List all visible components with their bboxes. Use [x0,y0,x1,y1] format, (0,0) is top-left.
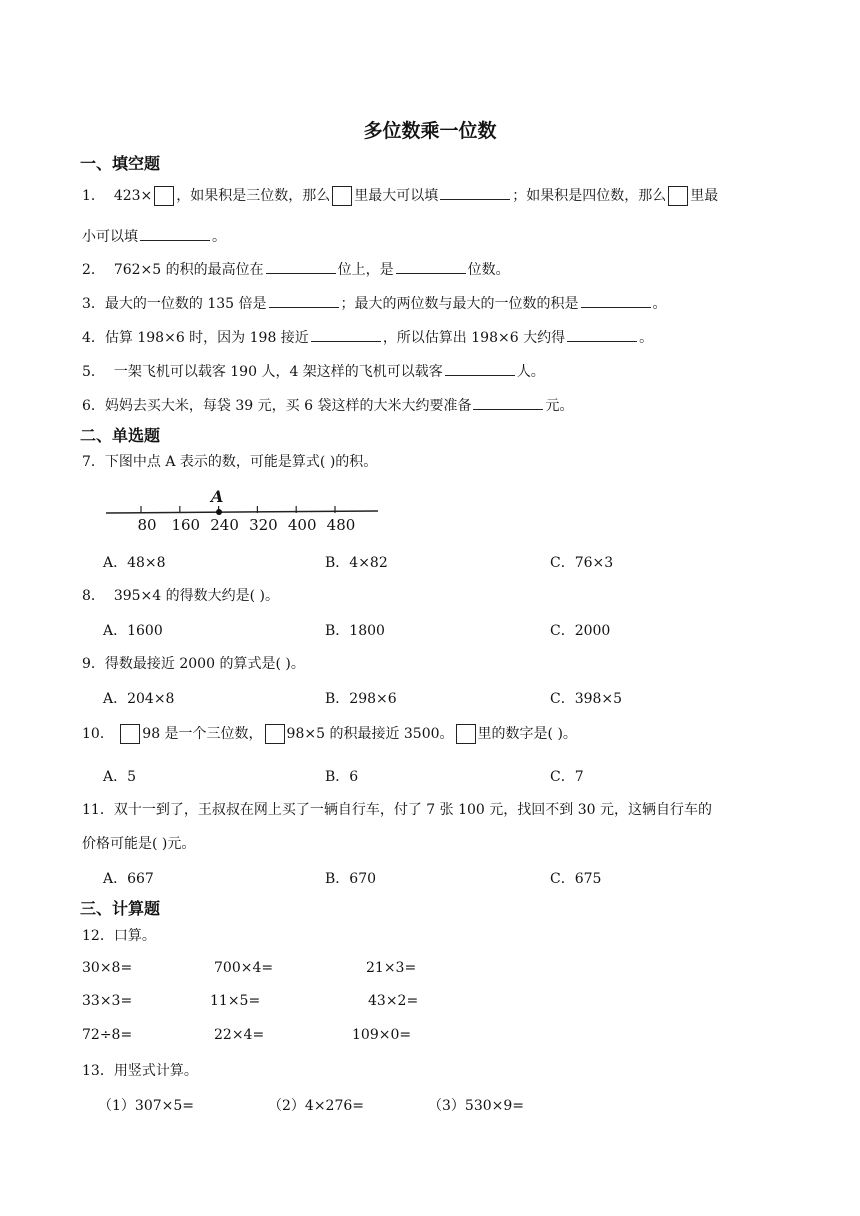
q11-option-c[interactable]: C．675 [550,871,602,887]
answer-box[interactable] [456,724,476,744]
question-1-line-2 [82,226,226,247]
question-1-line-1 [82,185,718,206]
answer-blank[interactable] [445,361,515,376]
answer-blank[interactable] [140,226,210,241]
q7-option-c[interactable]: C．76×3 [550,555,614,571]
q10-option-a[interactable]: A．5 [103,769,137,785]
q9-option-a[interactable]: A．204×8 [103,691,175,707]
q8-option-c[interactable]: C．2000 [550,623,611,639]
question-12 [82,926,156,946]
question-text: ；最大的两位数与最大的一位数的积是 [340,296,579,312]
question-number: 7． [82,454,105,470]
answer-blank[interactable] [581,293,651,308]
question-2 [82,259,510,280]
question-text: ，如果积是三位数，那么 [176,188,331,204]
section-heading-multiple-choice: 二、单选题 [80,426,161,445]
question-13 [82,1061,198,1081]
question-text: 。 [212,229,226,245]
number-line-tick-label: 320 [249,516,278,534]
q9-option-c[interactable]: C．398×5 [550,691,623,707]
question-number: 6． [82,398,105,414]
section-heading-calculation: 三、计算题 [80,899,161,918]
question-number: 4． [82,330,105,346]
oral-calc-item: 33×3= [82,993,133,1009]
answer-blank[interactable] [473,395,543,410]
question-text: 用竖式计算。 [113,1063,198,1079]
vertical-calc-item: （2）4×276= [268,1098,364,1114]
question-text: 。 [652,296,667,312]
answer-box[interactable] [332,186,352,206]
number-line-axis [106,511,378,513]
number-line-figure [100,486,390,536]
question-text: 口算。 [113,928,156,944]
question-text: 里最大可以填 [354,188,439,204]
question-text: 最大的一位数的 135 倍是 [104,296,267,312]
answer-blank[interactable] [396,259,466,274]
question-text: 一架飞机可以载客 190 人，4 架这样的飞机可以载客 [113,364,443,380]
question-text: ，所以估算出 198×6 大约得 [382,330,566,346]
question-number: 1． [82,188,105,204]
question-number: 3． [82,296,105,312]
question-text: 762×5 的积的最高位在 [113,262,264,278]
question-4 [82,327,653,348]
answer-box[interactable] [668,186,688,206]
question-number: 10． [82,726,114,742]
q9-option-b[interactable]: B．298×6 [325,691,397,707]
question-number: 8． [82,588,105,604]
answer-blank[interactable] [311,327,381,342]
question-text: 小可以填 [82,229,138,245]
question-number: 12． [82,928,114,944]
question-10 [82,724,577,744]
question-text: 双十一到了，王叔叔在网上买了一辆自行车，付了 7 张 100 元，找回不到 30 元，这辆自行车的 [113,802,712,818]
question-text: 423× [113,188,153,204]
q10-option-c[interactable]: C．7 [550,769,584,785]
question-text: 妈妈去买大米，每袋 39 元，买 6 袋这样的大米大约要准备 [104,398,472,414]
answer-blank[interactable] [567,327,637,342]
point-a-label: A [211,487,224,506]
question-text: 395×4 的得数大约是( )。 [113,588,280,604]
number-line-tick-label: 240 [210,516,239,534]
question-number: 11． [82,802,114,818]
oral-calc-item: 30×8= [82,960,133,976]
question-3 [82,293,667,314]
question-text: 里最 [690,188,719,204]
question-text: 位数。 [467,262,510,278]
question-number: 5． [82,364,105,380]
answer-box[interactable] [265,724,285,744]
answer-blank[interactable] [440,185,510,200]
oral-calc-item: 700×4= [214,960,274,976]
oral-calc-item: 22×4= [214,1027,265,1043]
question-number: 2． [82,262,105,278]
q8-option-b[interactable]: B．1800 [325,623,385,639]
question-11-line-1 [82,800,712,820]
question-text: 98×5 的积最接近 3500。 [286,726,454,742]
question-8 [82,586,279,606]
question-6 [82,395,573,416]
number-line-tick-label: 80 [137,516,157,534]
question-text: 价格可能是( )元。 [82,836,196,852]
answer-blank[interactable] [269,293,339,308]
point-a-marker [216,509,222,515]
number-line-tick-label: 400 [287,516,317,534]
question-text: 元。 [545,398,574,414]
oral-calc-item: 72÷8= [82,1027,133,1043]
q8-option-a[interactable]: A．1600 [103,623,163,639]
number-line-tick-label: 480 [326,516,356,534]
oral-calc-item: 21×3= [366,960,417,976]
question-text: 98 是一个三位数， [142,726,263,742]
answer-blank[interactable] [266,259,336,274]
question-5 [82,361,545,382]
question-text: 。 [639,330,654,346]
answer-box[interactable] [154,186,174,206]
question-text: 里的数字是( )。 [477,726,577,742]
question-7 [82,452,377,472]
question-number: 13． [82,1063,114,1079]
vertical-calc-item: （3）530×9= [428,1098,524,1114]
oral-calc-item: 43×2= [368,993,419,1009]
question-text: ；如果积是四位数，那么 [512,188,667,204]
q11-option-b[interactable]: B．670 [325,871,377,887]
vertical-calc-item: （1）307×5= [98,1098,194,1114]
answer-box[interactable] [120,724,140,744]
q7-option-a[interactable]: A．48×8 [103,555,166,571]
question-11-line-2 [82,834,195,854]
question-number: 9． [82,656,105,672]
q11-option-a[interactable]: A．667 [103,871,154,887]
question-text: 估算 198×6 时，因为 198 接近 [104,330,309,346]
question-text: 位上，是 [337,262,394,278]
q10-option-b[interactable]: B．6 [325,769,359,785]
section-heading-fill-blank: 一、填空题 [80,154,161,173]
page-title: 多位数乘一位数 [363,120,497,142]
question-text: 人。 [516,364,545,380]
question-text: 下图中点 A 表示的数，可能是算式( )的积。 [104,454,378,470]
question-text: 得数最接近 2000 的算式是( )。 [104,656,305,672]
oral-calc-item: 11×5= [210,993,261,1009]
question-9 [82,654,305,674]
oral-calc-item: 109×0= [352,1027,412,1043]
q7-option-b[interactable]: B．4×82 [325,555,388,571]
number-line-tick-label: 160 [171,516,201,534]
